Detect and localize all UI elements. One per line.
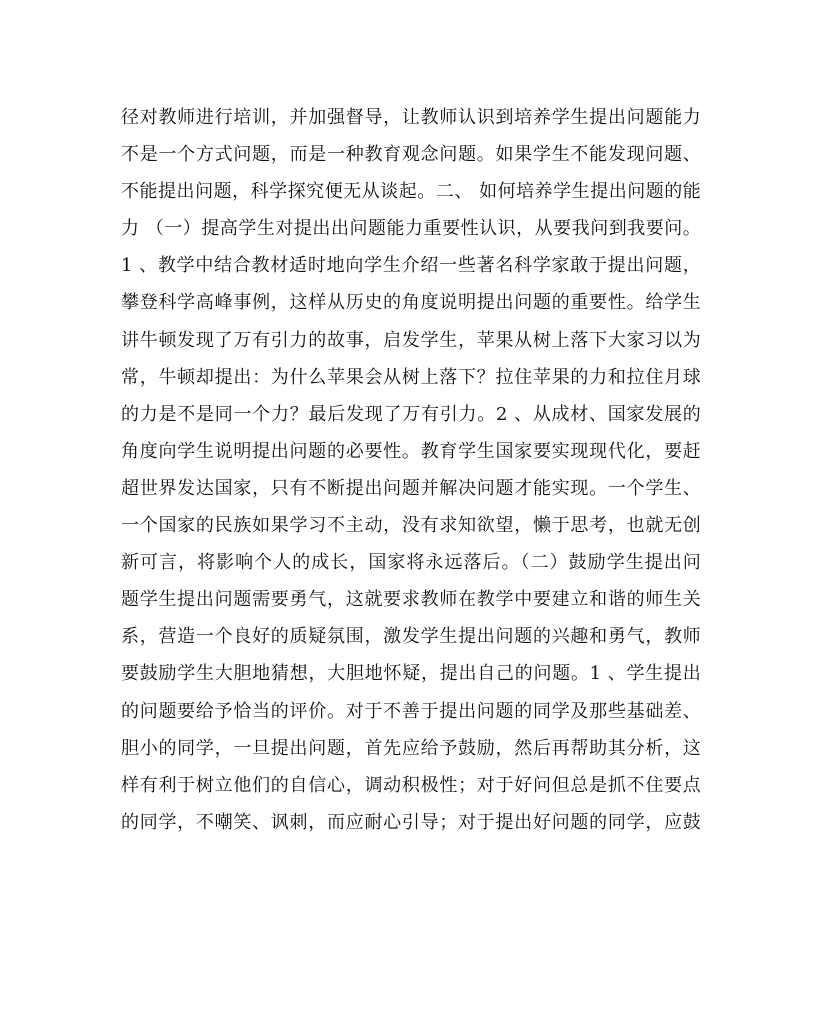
- text-line: 题学生提出问题需要勇气，这就要求教师在教学中要建立和谐的师生关: [121, 589, 701, 611]
- text-line: 不是一个方式问题，而是一种教育观念问题。如果学生不能发现问题、: [121, 144, 701, 166]
- text-line: 胆小的同学，一旦提出问题，首先应给予鼓励，然后再帮助其分析，这: [121, 737, 701, 759]
- text-line: 力 （一）提高学生对提出出问题能力重要性认识，从要我问到我要问。: [121, 218, 701, 240]
- text-line: 的力是不是同一个力？最后发现了万有引力。2 、从成材、国家发展的: [121, 403, 701, 425]
- text-line: 径对教师进行培训，并加强督导，让教师认识到培养学生提出问题能力: [121, 107, 701, 128]
- text-line: 不能提出问题，科学探究便无从谈起。二、 如何培养学生提出问题的能: [121, 181, 701, 203]
- text-line: 新可言，将影响个人的成长，国家将永远落后。（二）鼓励学生提出问: [121, 552, 701, 574]
- text-line: 一个国家的民族如果学习不主动，没有求知欲望，懒于思考，也就无创: [121, 515, 701, 537]
- text-line: 的问题要给予恰当的评价。对于不善于提出问题的同学及那些基础差、: [121, 700, 701, 722]
- text-line: 超世界发达国家，只有不断提出问题并解决问题才能实现。一个学生、: [121, 477, 701, 499]
- text-line: 系，营造一个良好的质疑氛围，激发学生提出问题的兴趣和勇气，教师: [121, 626, 701, 648]
- text-line: 常，牛顿却提出：为什么苹果会从树上落下？拉住苹果的力和拉住月球: [121, 366, 701, 388]
- body-text: [121, 103, 701, 845]
- text-line: 角度向学生说明提出问题的必要性。教育学生国家要实现现代化，要赶: [121, 440, 701, 462]
- text-line: 讲牛顿发现了万有引力的故事，启发学生，苹果从树上落下大家习以为: [121, 329, 701, 351]
- text-line: 的同学，不嘲笑、讽刺，而应耐心引导；对于提出好问题的同学，应鼓: [121, 811, 701, 833]
- text-line: 1 、教学中结合教材适时地向学生介绍一些著名科学家敢于提出问题，: [121, 255, 701, 277]
- text-line: 要鼓励学生大胆地猜想，大胆地怀疑，提出自己的问题。1 、学生提出: [121, 663, 701, 685]
- text-line: 样有利于树立他们的自信心，调动积极性；对于好问但总是抓不住要点: [121, 774, 701, 796]
- text-line: 攀登科学高峰事例，这样从历史的角度说明提出问题的重要性。给学生: [121, 292, 701, 314]
